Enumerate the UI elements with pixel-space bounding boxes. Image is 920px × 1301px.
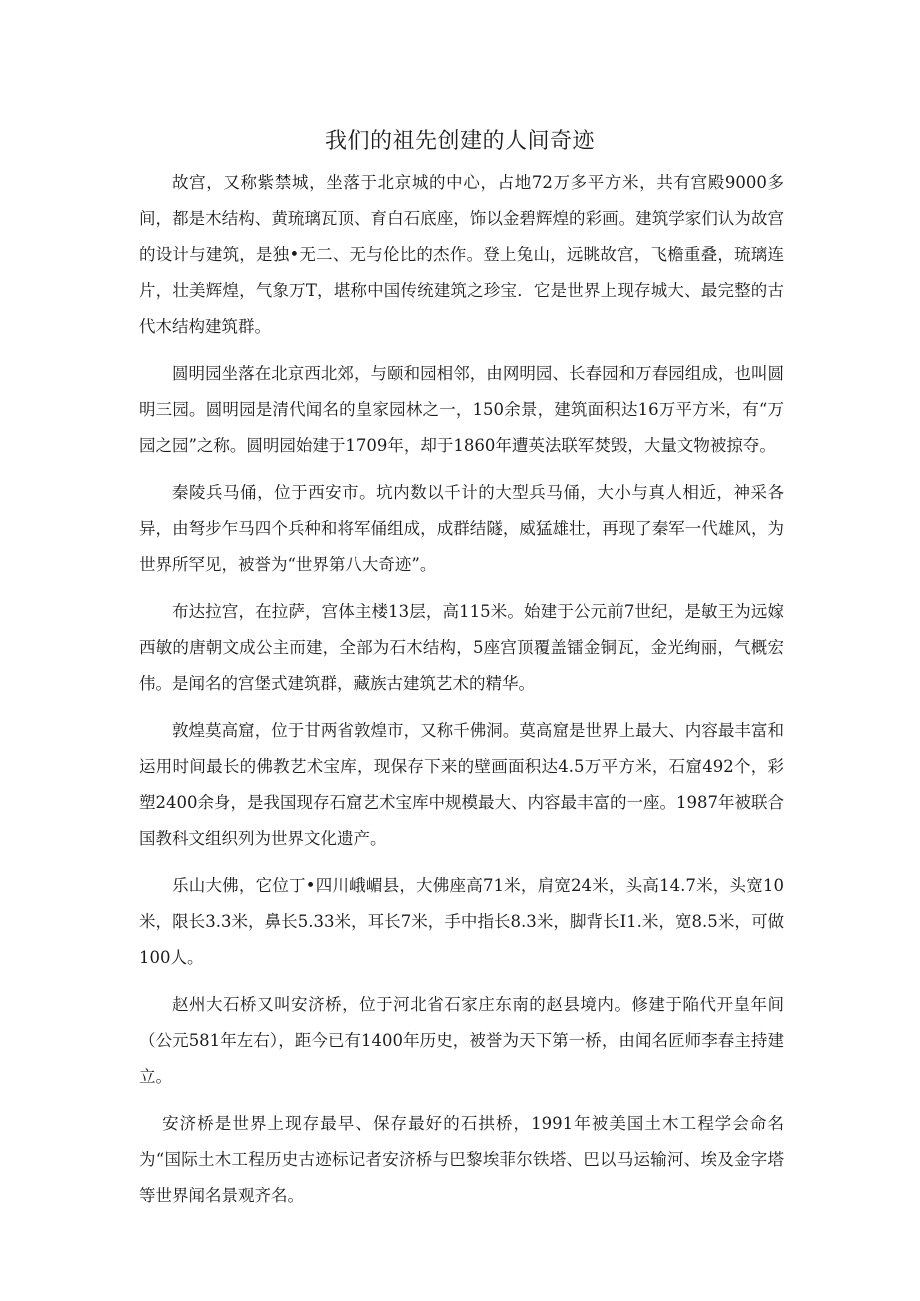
paragraph-terracotta-army: 秦陵兵马俑，位于西安市。坑内数以千计的大型兵马俑，大小与真人相近，神采各异，由弩步乍马四个兵种和将军俑组成，成群结隧，威猛雄壮，再现了秦军一代雄风，为世界所罕见，被誉为“世界第八大奇迹”。 (139, 483, 784, 574)
paragraph-old-summer-palace: 圆明园坐落在北京西北郊，与颐和园相邻，由网明园、长春园和万春园组成，也叫圆明三园。圆明园是清代闻名的皇家园林之一，150余景，建筑面积达16万平方米，有“万园之园”之称。圆明园始建于1709年，却于1860年遭英法联军焚毁，大量文物被掠夺。 (139, 364, 784, 455)
paragraph-leshan-buddha: 乐山大佛，它位丁•四川峨嵋县，大佛座高71米，肩宽24米，头高14.7米，头宽10米，限长3.3米，鼻长5.33米，耳长7米，手中指长8.3米，脚背长I1.米，宽8.5米，可做100人。 (139, 876, 784, 967)
paragraph-forbidden-city: 故宫，又称紫禁城，坐落于北京城的中心，占地72万多平方米，共有宫殿9000多间，都是木结构、黄琉璃瓦顶、育白石底座，饰以金碧辉煌的彩画。建筑学家们认为故宫的设计与建筑，是独•无二、无与伦比的杰作。登上兔山，远眺故宫，飞檐重叠，琉璃连片，壮美辉煌，气象万T，堪称中国传统建筑之珍宝．它是世界上现存城大、最完整的古代木结构建筑群。 (139, 173, 784, 336)
paragraph-zhaozhou-bridge: 赵州大石桥又叫安济桥，位于河北省石家庄东南的赵县境内。修建于陥代开皇年间（公元581年左右），距今已有1400年历史，被誉为天下第一桥，由闻名匠师李春主持建立。 (139, 995, 784, 1086)
paragraph-potala-palace: 布达拉宫，在拉萨，宫体主楼13层，高115米。始建于公元前7世纪，是敏王为远嫁西敏的唐朝文成公主而建，全部为石木结构，5座宫顶覆盖镭金铜瓦，金光绚丽，气概宏伟。是闻名的宫堡式建筑群，藏族古建筑艺术的精华。 (139, 602, 784, 693)
paragraph-mogao-caves: 敦煌莫高窟，位于甘两省敦煌市，又称千佛洞。莫高窟是世界上最大、内容最丰富和运用时间最长的佛教艺术宝库，现保存下来的壁画面积达4.5万平方米，石窟492个，彩塑2400余身，是我国现存石窟艺术宝库中规模最大、内容最丰富的一座。1987年被联合国教科文组织列为世界文化遗产。 (139, 721, 784, 848)
document-title: 我们的祖先创建的人间奇迹 (324, 129, 595, 154)
document-body (139, 165, 784, 1225)
paragraph-anji-bridge: 安济桥是世界上现存最早、保存最好的石拱桥，1991年被美国土木工程学会命名为“国际土木工程历史古迹标记者安济桥与巴黎埃菲尔铁塔、巴以马运输河、埃及金字塔等世界闻名景观齐名。 (139, 1114, 784, 1205)
